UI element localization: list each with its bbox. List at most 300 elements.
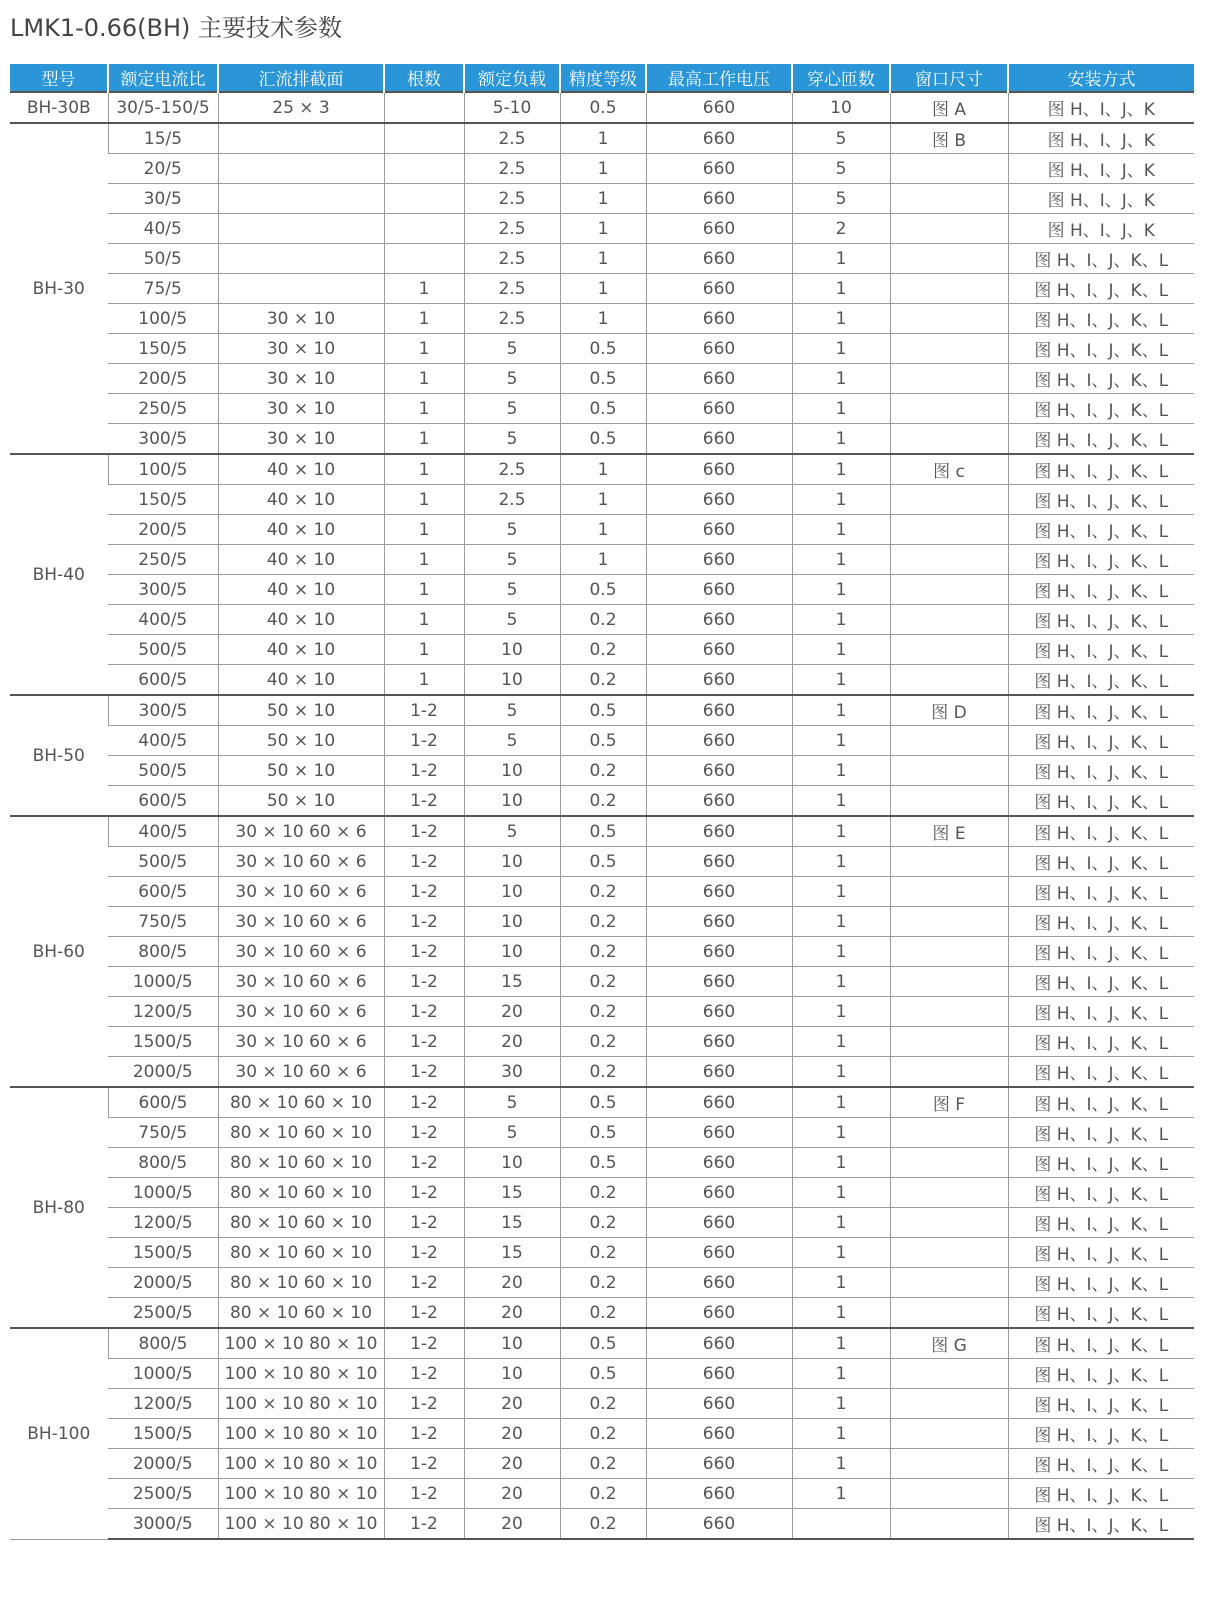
table-row bbox=[10, 575, 1194, 605]
max-voltage-cell: 660 bbox=[646, 575, 792, 605]
accuracy-class-cell: 0.2 bbox=[560, 877, 646, 907]
window-size-cell: 图 E bbox=[890, 816, 1008, 847]
table-row bbox=[10, 214, 1194, 244]
current-ratio-cell: 600/5 bbox=[108, 665, 218, 696]
window-size-cell bbox=[890, 1178, 1008, 1208]
window-size-cell: 图 G bbox=[890, 1328, 1008, 1359]
busbar-section-cell: 50 × 10 bbox=[218, 726, 384, 756]
mounting-cell: 图 H、I、J、K、L bbox=[1008, 1268, 1194, 1298]
busbar-section-cell bbox=[218, 274, 384, 304]
table-row bbox=[10, 1148, 1194, 1178]
busbar-section-cell: 80 × 10 60 × 10 bbox=[218, 1148, 384, 1178]
rated-load-cell: 10 bbox=[464, 1148, 560, 1178]
turns-cell: 5 bbox=[792, 123, 890, 154]
busbar-section-cell: 30 × 10 60 × 6 bbox=[218, 967, 384, 997]
current-ratio-cell: 300/5 bbox=[108, 575, 218, 605]
mounting-cell: 图 H、I、J、K、L bbox=[1008, 937, 1194, 967]
busbar-section-cell bbox=[218, 123, 384, 154]
current-ratio-cell: 1200/5 bbox=[108, 1389, 218, 1419]
max-voltage-cell: 660 bbox=[646, 1148, 792, 1178]
table-row bbox=[10, 424, 1194, 455]
bar-count-cell: 1-2 bbox=[384, 967, 464, 997]
current-ratio-cell: 30/5-150/5 bbox=[108, 92, 218, 123]
current-ratio-cell: 30/5 bbox=[108, 184, 218, 214]
bar-count-cell: 1-2 bbox=[384, 847, 464, 877]
table-row bbox=[10, 1328, 1194, 1359]
rated-load-cell: 15 bbox=[464, 1208, 560, 1238]
bar-count-cell: 1 bbox=[384, 575, 464, 605]
table-row bbox=[10, 1118, 1194, 1148]
turns-cell: 2 bbox=[792, 214, 890, 244]
window-size-cell bbox=[890, 937, 1008, 967]
table-row bbox=[10, 967, 1194, 997]
busbar-section-cell: 30 × 10 60 × 6 bbox=[218, 1057, 384, 1088]
current-ratio-cell: 200/5 bbox=[108, 515, 218, 545]
accuracy-class-cell: 0.5 bbox=[560, 364, 646, 394]
window-size-cell bbox=[890, 967, 1008, 997]
bar-count-cell: 1-2 bbox=[384, 726, 464, 756]
mounting-cell: 图 H、I、J、K bbox=[1008, 92, 1194, 123]
mounting-cell: 图 H、I、J、K、L bbox=[1008, 1328, 1194, 1359]
rated-load-cell: 5 bbox=[464, 605, 560, 635]
busbar-section-cell bbox=[218, 214, 384, 244]
busbar-section-cell: 40 × 10 bbox=[218, 485, 384, 515]
mounting-cell: 图 H、I、J、K、L bbox=[1008, 304, 1194, 334]
spec-table bbox=[10, 64, 1194, 1540]
accuracy-class-cell: 0.5 bbox=[560, 334, 646, 364]
table-row bbox=[10, 997, 1194, 1027]
turns-cell: 1 bbox=[792, 967, 890, 997]
table-row bbox=[10, 1419, 1194, 1449]
max-voltage-cell: 660 bbox=[646, 605, 792, 635]
bar-count-cell: 1-2 bbox=[384, 1479, 464, 1509]
mounting-cell: 图 H、I、J、K、L bbox=[1008, 695, 1194, 726]
bar-count-cell: 1-2 bbox=[384, 1057, 464, 1088]
max-voltage-cell: 660 bbox=[646, 967, 792, 997]
window-size-cell bbox=[890, 545, 1008, 575]
current-ratio-cell: 2000/5 bbox=[108, 1057, 218, 1088]
rated-load-cell: 15 bbox=[464, 1178, 560, 1208]
busbar-section-cell: 40 × 10 bbox=[218, 665, 384, 696]
table-row bbox=[10, 454, 1194, 485]
bar-count-cell: 1-2 bbox=[384, 1449, 464, 1479]
max-voltage-cell: 660 bbox=[646, 997, 792, 1027]
mounting-cell: 图 H、I、J、K bbox=[1008, 214, 1194, 244]
current-ratio-cell: 500/5 bbox=[108, 756, 218, 786]
max-voltage-cell: 660 bbox=[646, 334, 792, 364]
window-size-cell: 图 F bbox=[890, 1087, 1008, 1118]
table-row bbox=[10, 92, 1194, 123]
table-row bbox=[10, 304, 1194, 334]
turns-cell: 1 bbox=[792, 1449, 890, 1479]
window-size-cell bbox=[890, 1509, 1008, 1540]
rated-load-cell: 2.5 bbox=[464, 184, 560, 214]
window-size-cell bbox=[890, 997, 1008, 1027]
bar-count-cell bbox=[384, 244, 464, 274]
current-ratio-cell: 600/5 bbox=[108, 1087, 218, 1118]
busbar-section-cell: 100 × 10 80 × 10 bbox=[218, 1328, 384, 1359]
window-size-cell bbox=[890, 214, 1008, 244]
mounting-cell: 图 H、I、J、K、L bbox=[1008, 877, 1194, 907]
table-row bbox=[10, 1298, 1194, 1329]
current-ratio-cell: 400/5 bbox=[108, 816, 218, 847]
turns-cell: 10 bbox=[792, 92, 890, 123]
table-row bbox=[10, 877, 1194, 907]
max-voltage-cell: 660 bbox=[646, 1449, 792, 1479]
table-row bbox=[10, 605, 1194, 635]
mounting-cell: 图 H、I、J、K、L bbox=[1008, 1238, 1194, 1268]
current-ratio-cell: 750/5 bbox=[108, 907, 218, 937]
table-row bbox=[10, 334, 1194, 364]
accuracy-class-cell: 0.2 bbox=[560, 907, 646, 937]
accuracy-class-cell: 0.5 bbox=[560, 1118, 646, 1148]
busbar-section-cell: 30 × 10 60 × 6 bbox=[218, 997, 384, 1027]
rated-load-cell: 20 bbox=[464, 997, 560, 1027]
table-row bbox=[10, 665, 1194, 696]
mounting-cell: 图 H、I、J、K、L bbox=[1008, 1087, 1194, 1118]
window-size-cell bbox=[890, 665, 1008, 696]
rated-load-cell: 5 bbox=[464, 515, 560, 545]
accuracy-class-cell: 0.2 bbox=[560, 1208, 646, 1238]
turns-cell: 5 bbox=[792, 184, 890, 214]
rated-load-cell: 20 bbox=[464, 1419, 560, 1449]
turns-cell: 1 bbox=[792, 1328, 890, 1359]
mounting-cell: 图 H、I、J、K、L bbox=[1008, 545, 1194, 575]
model-cell: BH-100 bbox=[10, 1328, 108, 1539]
turns-cell: 1 bbox=[792, 274, 890, 304]
busbar-section-cell: 40 × 10 bbox=[218, 575, 384, 605]
table-row bbox=[10, 786, 1194, 817]
mounting-cell: 图 H、I、J、K、L bbox=[1008, 1449, 1194, 1479]
header-current-ratio: 额定电流比 bbox=[108, 64, 218, 92]
max-voltage-cell: 660 bbox=[646, 123, 792, 154]
rated-load-cell: 5 bbox=[464, 726, 560, 756]
table-row bbox=[10, 1389, 1194, 1419]
max-voltage-cell: 660 bbox=[646, 184, 792, 214]
busbar-section-cell bbox=[218, 184, 384, 214]
header-bar-count: 根数 bbox=[384, 64, 464, 92]
busbar-section-cell: 40 × 10 bbox=[218, 454, 384, 485]
rated-load-cell: 10 bbox=[464, 1328, 560, 1359]
rated-load-cell: 2.5 bbox=[464, 274, 560, 304]
accuracy-class-cell: 1 bbox=[560, 545, 646, 575]
bar-count-cell: 1-2 bbox=[384, 1298, 464, 1329]
mounting-cell: 图 H、I、J、K、L bbox=[1008, 756, 1194, 786]
turns-cell: 1 bbox=[792, 1118, 890, 1148]
current-ratio-cell: 750/5 bbox=[108, 1118, 218, 1148]
accuracy-class-cell: 0.2 bbox=[560, 1238, 646, 1268]
turns-cell: 1 bbox=[792, 394, 890, 424]
busbar-section-cell bbox=[218, 244, 384, 274]
current-ratio-cell: 20/5 bbox=[108, 154, 218, 184]
max-voltage-cell: 660 bbox=[646, 1238, 792, 1268]
accuracy-class-cell: 0.2 bbox=[560, 635, 646, 665]
mounting-cell: 图 H、I、J、K、L bbox=[1008, 967, 1194, 997]
window-size-cell bbox=[890, 1057, 1008, 1088]
accuracy-class-cell: 0.5 bbox=[560, 92, 646, 123]
rated-load-cell: 5 bbox=[464, 575, 560, 605]
mounting-cell: 图 H、I、J、K、L bbox=[1008, 364, 1194, 394]
current-ratio-cell: 3000/5 bbox=[108, 1509, 218, 1540]
bar-count-cell: 1 bbox=[384, 454, 464, 485]
bar-count-cell: 1-2 bbox=[384, 816, 464, 847]
current-ratio-cell: 1500/5 bbox=[108, 1419, 218, 1449]
max-voltage-cell: 660 bbox=[646, 515, 792, 545]
window-size-cell bbox=[890, 847, 1008, 877]
table-row bbox=[10, 154, 1194, 184]
bar-count-cell: 1-2 bbox=[384, 1419, 464, 1449]
window-size-cell bbox=[890, 1268, 1008, 1298]
table-row bbox=[10, 123, 1194, 154]
current-ratio-cell: 1200/5 bbox=[108, 1208, 218, 1238]
model-cell: BH-80 bbox=[10, 1087, 108, 1328]
turns-cell: 1 bbox=[792, 695, 890, 726]
mounting-cell: 图 H、I、J、K、L bbox=[1008, 1389, 1194, 1419]
window-size-cell bbox=[890, 1238, 1008, 1268]
mounting-cell: 图 H、I、J、K、L bbox=[1008, 1479, 1194, 1509]
mounting-cell: 图 H、I、J、K、L bbox=[1008, 394, 1194, 424]
max-voltage-cell: 660 bbox=[646, 1208, 792, 1238]
max-voltage-cell: 660 bbox=[646, 1298, 792, 1329]
window-size-cell bbox=[890, 485, 1008, 515]
mounting-cell: 图 H、I、J、K、L bbox=[1008, 515, 1194, 545]
max-voltage-cell: 660 bbox=[646, 786, 792, 817]
mounting-cell: 图 H、I、J、K、L bbox=[1008, 485, 1194, 515]
accuracy-class-cell: 0.2 bbox=[560, 665, 646, 696]
bar-count-cell: 1 bbox=[384, 274, 464, 304]
table-row bbox=[10, 847, 1194, 877]
mounting-cell: 图 H、I、J、K bbox=[1008, 123, 1194, 154]
max-voltage-cell: 660 bbox=[646, 847, 792, 877]
bar-count-cell bbox=[384, 123, 464, 154]
accuracy-class-cell: 1 bbox=[560, 214, 646, 244]
window-size-cell bbox=[890, 184, 1008, 214]
mounting-cell: 图 H、I、J、K、L bbox=[1008, 244, 1194, 274]
accuracy-class-cell: 0.2 bbox=[560, 1479, 646, 1509]
table-row bbox=[10, 937, 1194, 967]
window-size-cell bbox=[890, 1208, 1008, 1238]
rated-load-cell: 5 bbox=[464, 545, 560, 575]
bar-count-cell: 1 bbox=[384, 334, 464, 364]
bar-count-cell: 1-2 bbox=[384, 1087, 464, 1118]
bar-count-cell bbox=[384, 214, 464, 244]
busbar-section-cell: 100 × 10 80 × 10 bbox=[218, 1449, 384, 1479]
bar-count-cell bbox=[384, 154, 464, 184]
max-voltage-cell: 660 bbox=[646, 1509, 792, 1540]
accuracy-class-cell: 1 bbox=[560, 154, 646, 184]
max-voltage-cell: 660 bbox=[646, 1027, 792, 1057]
busbar-section-cell: 100 × 10 80 × 10 bbox=[218, 1389, 384, 1419]
bar-count-cell: 1-2 bbox=[384, 756, 464, 786]
current-ratio-cell: 1200/5 bbox=[108, 997, 218, 1027]
rated-load-cell: 10 bbox=[464, 665, 560, 696]
bar-count-cell: 1-2 bbox=[384, 907, 464, 937]
mounting-cell: 图 H、I、J、K、L bbox=[1008, 454, 1194, 485]
turns-cell: 1 bbox=[792, 605, 890, 635]
rated-load-cell: 5 bbox=[464, 1087, 560, 1118]
busbar-section-cell: 40 × 10 bbox=[218, 635, 384, 665]
table-header-row bbox=[10, 64, 1194, 92]
table-row bbox=[10, 1057, 1194, 1088]
window-size-cell bbox=[890, 154, 1008, 184]
accuracy-class-cell: 0.2 bbox=[560, 605, 646, 635]
rated-load-cell: 2.5 bbox=[464, 485, 560, 515]
rated-load-cell: 20 bbox=[464, 1389, 560, 1419]
rated-load-cell: 20 bbox=[464, 1298, 560, 1329]
rated-load-cell: 5 bbox=[464, 394, 560, 424]
max-voltage-cell: 660 bbox=[646, 726, 792, 756]
table-row bbox=[10, 1238, 1194, 1268]
rated-load-cell: 10 bbox=[464, 756, 560, 786]
turns-cell: 1 bbox=[792, 847, 890, 877]
window-size-cell bbox=[890, 334, 1008, 364]
mounting-cell: 图 H、I、J、K、L bbox=[1008, 816, 1194, 847]
mounting-cell: 图 H、I、J、K、L bbox=[1008, 575, 1194, 605]
mounting-cell: 图 H、I、J、K、L bbox=[1008, 635, 1194, 665]
turns-cell: 1 bbox=[792, 756, 890, 786]
busbar-section-cell: 40 × 10 bbox=[218, 605, 384, 635]
model-cell: BH-30B bbox=[10, 92, 108, 123]
page-title: LMK1-0.66(BH) 主要技术参数 bbox=[10, 14, 343, 42]
turns-cell: 1 bbox=[792, 1148, 890, 1178]
current-ratio-cell: 400/5 bbox=[108, 605, 218, 635]
bar-count-cell: 1-2 bbox=[384, 1208, 464, 1238]
busbar-section-cell: 30 × 10 bbox=[218, 334, 384, 364]
window-size-cell bbox=[890, 1148, 1008, 1178]
turns-cell: 1 bbox=[792, 1027, 890, 1057]
accuracy-class-cell: 1 bbox=[560, 485, 646, 515]
turns-cell: 1 bbox=[792, 424, 890, 455]
table-row bbox=[10, 1479, 1194, 1509]
busbar-section-cell: 100 × 10 80 × 10 bbox=[218, 1479, 384, 1509]
busbar-section-cell: 80 × 10 60 × 10 bbox=[218, 1118, 384, 1148]
rated-load-cell: 15 bbox=[464, 967, 560, 997]
turns-cell: 1 bbox=[792, 1359, 890, 1389]
current-ratio-cell: 800/5 bbox=[108, 937, 218, 967]
table-row bbox=[10, 635, 1194, 665]
mounting-cell: 图 H、I、J、K、L bbox=[1008, 1118, 1194, 1148]
mounting-cell: 图 H、I、J、K bbox=[1008, 154, 1194, 184]
turns-cell: 5 bbox=[792, 154, 890, 184]
accuracy-class-cell: 0.5 bbox=[560, 1359, 646, 1389]
rated-load-cell: 10 bbox=[464, 847, 560, 877]
turns-cell: 1 bbox=[792, 635, 890, 665]
current-ratio-cell: 500/5 bbox=[108, 847, 218, 877]
bar-count-cell: 1-2 bbox=[384, 937, 464, 967]
accuracy-class-cell: 0.2 bbox=[560, 997, 646, 1027]
busbar-section-cell: 50 × 10 bbox=[218, 695, 384, 726]
accuracy-class-cell: 0.5 bbox=[560, 1087, 646, 1118]
accuracy-class-cell: 0.2 bbox=[560, 1268, 646, 1298]
window-size-cell bbox=[890, 304, 1008, 334]
turns-cell: 1 bbox=[792, 334, 890, 364]
current-ratio-cell: 200/5 bbox=[108, 364, 218, 394]
rated-load-cell: 2.5 bbox=[464, 304, 560, 334]
max-voltage-cell: 660 bbox=[646, 154, 792, 184]
accuracy-class-cell: 0.5 bbox=[560, 847, 646, 877]
accuracy-class-cell: 0.5 bbox=[560, 424, 646, 455]
window-size-cell bbox=[890, 756, 1008, 786]
busbar-section-cell: 30 × 10 60 × 6 bbox=[218, 847, 384, 877]
bar-count-cell: 1-2 bbox=[384, 1148, 464, 1178]
turns-cell: 1 bbox=[792, 877, 890, 907]
table-row bbox=[10, 695, 1194, 726]
mounting-cell: 图 H、I、J、K、L bbox=[1008, 726, 1194, 756]
current-ratio-cell: 15/5 bbox=[108, 123, 218, 154]
bar-count-cell: 1-2 bbox=[384, 1178, 464, 1208]
mounting-cell: 图 H、I、J、K bbox=[1008, 184, 1194, 214]
rated-load-cell: 2.5 bbox=[464, 123, 560, 154]
max-voltage-cell: 660 bbox=[646, 937, 792, 967]
turns-cell: 1 bbox=[792, 244, 890, 274]
table-row bbox=[10, 364, 1194, 394]
turns-cell: 1 bbox=[792, 665, 890, 696]
bar-count-cell: 1-2 bbox=[384, 1328, 464, 1359]
bar-count-cell: 1 bbox=[384, 394, 464, 424]
turns-cell: 1 bbox=[792, 364, 890, 394]
mounting-cell: 图 H、I、J、K、L bbox=[1008, 997, 1194, 1027]
max-voltage-cell: 660 bbox=[646, 485, 792, 515]
bar-count-cell: 1-2 bbox=[384, 1027, 464, 1057]
bar-count-cell: 1-2 bbox=[384, 1359, 464, 1389]
turns-cell: 1 bbox=[792, 907, 890, 937]
header-turns: 穿心匝数 bbox=[792, 64, 890, 92]
current-ratio-cell: 2500/5 bbox=[108, 1479, 218, 1509]
model-cell: BH-50 bbox=[10, 695, 108, 816]
table-row bbox=[10, 515, 1194, 545]
window-size-cell bbox=[890, 907, 1008, 937]
bar-count-cell: 1 bbox=[384, 605, 464, 635]
bar-count-cell: 1-2 bbox=[384, 1118, 464, 1148]
window-size-cell bbox=[890, 1389, 1008, 1419]
table-row bbox=[10, 274, 1194, 304]
window-size-cell bbox=[890, 244, 1008, 274]
accuracy-class-cell: 1 bbox=[560, 304, 646, 334]
current-ratio-cell: 600/5 bbox=[108, 786, 218, 817]
rated-load-cell: 10 bbox=[464, 635, 560, 665]
header-mounting: 安装方式 bbox=[1008, 64, 1194, 92]
mounting-cell: 图 H、I、J、K、L bbox=[1008, 1359, 1194, 1389]
window-size-cell bbox=[890, 605, 1008, 635]
current-ratio-cell: 800/5 bbox=[108, 1148, 218, 1178]
rated-load-cell: 5 bbox=[464, 424, 560, 455]
window-size-cell bbox=[890, 424, 1008, 455]
mounting-cell: 图 H、I、J、K、L bbox=[1008, 334, 1194, 364]
turns-cell: 1 bbox=[792, 786, 890, 817]
current-ratio-cell: 1500/5 bbox=[108, 1238, 218, 1268]
mounting-cell: 图 H、I、J、K、L bbox=[1008, 1178, 1194, 1208]
current-ratio-cell: 100/5 bbox=[108, 304, 218, 334]
table-row bbox=[10, 394, 1194, 424]
mounting-cell: 图 H、I、J、K、L bbox=[1008, 786, 1194, 817]
window-size-cell bbox=[890, 786, 1008, 817]
rated-load-cell: 20 bbox=[464, 1449, 560, 1479]
rated-load-cell: 20 bbox=[464, 1509, 560, 1540]
accuracy-class-cell: 0.2 bbox=[560, 1057, 646, 1088]
bar-count-cell: 1-2 bbox=[384, 1389, 464, 1419]
bar-count-cell: 1-2 bbox=[384, 1238, 464, 1268]
rated-load-cell: 10 bbox=[464, 1359, 560, 1389]
busbar-section-cell: 30 × 10 bbox=[218, 394, 384, 424]
current-ratio-cell: 250/5 bbox=[108, 545, 218, 575]
busbar-section-cell: 80 × 10 60 × 10 bbox=[218, 1087, 384, 1118]
busbar-section-cell: 30 × 10 60 × 6 bbox=[218, 1027, 384, 1057]
accuracy-class-cell: 1 bbox=[560, 123, 646, 154]
rated-load-cell: 20 bbox=[464, 1479, 560, 1509]
current-ratio-cell: 2000/5 bbox=[108, 1449, 218, 1479]
max-voltage-cell: 660 bbox=[646, 1328, 792, 1359]
max-voltage-cell: 660 bbox=[646, 816, 792, 847]
